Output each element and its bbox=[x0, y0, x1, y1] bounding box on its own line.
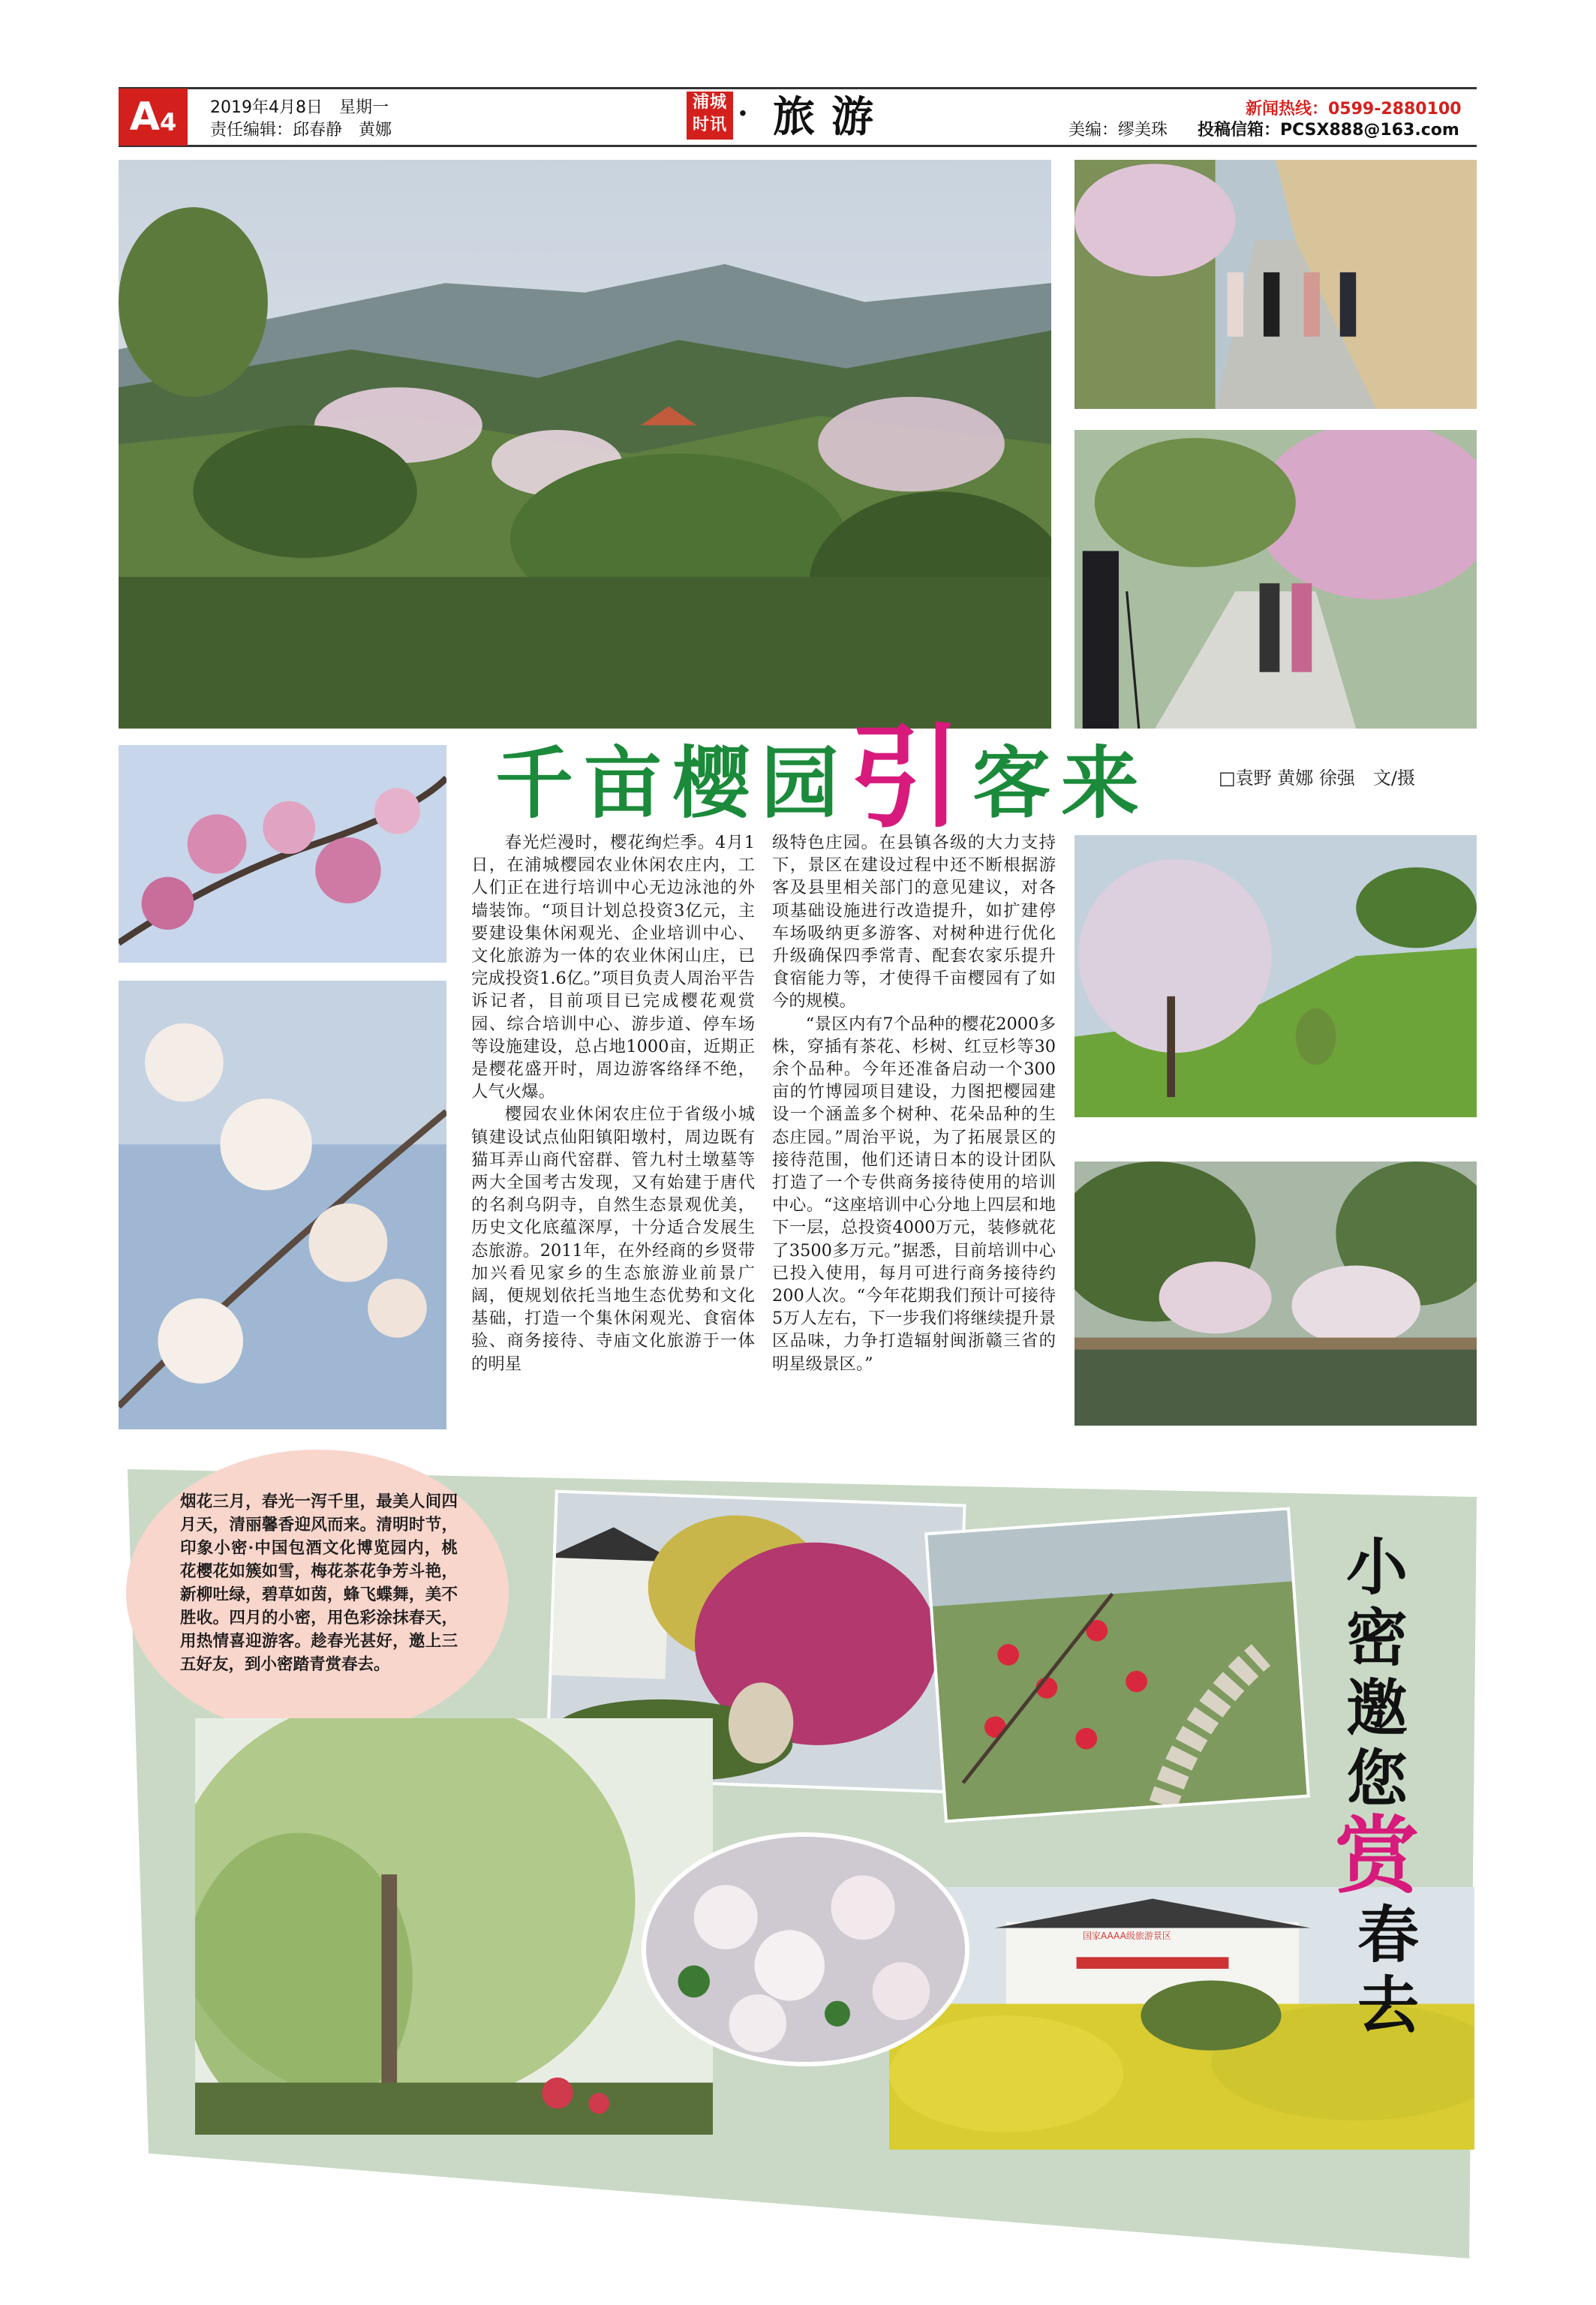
logo-dot: · bbox=[738, 96, 748, 131]
feature-intro-text: 烟花三月，春光一泻千里，最美人间四月天，清丽馨香迎风而来。清明时节，印象小密·中国包酒文化博览园内，桃花樱花如簇如雪，梅花茶花争芳斗艳，新柳吐绿，碧草如茵，蜂飞蝶舞，美不胜收。四月的小密，用色彩涂抹春天，用热情喜迎游客。趁春光甚好，邀上三五好友，到小密踏青赏春去。 bbox=[180, 1492, 458, 1674]
section-title: 旅游 bbox=[773, 93, 890, 142]
photo-cherry-blossom-closeup bbox=[642, 1832, 969, 2066]
building-sign: 国家AAAA级旅游景区 bbox=[1083, 1931, 1171, 1941]
news-hotline: 新闻热线：0599-2880100 bbox=[1246, 100, 1462, 119]
submission-email: 投稿信箱：PCSX888@163.com bbox=[1198, 121, 1459, 140]
newspaper-logo: 浦城 时讯 bbox=[687, 92, 733, 140]
photo-weeping-willow bbox=[195, 1718, 713, 2135]
article-paragraph: 级特色庄园。在县镇各级的大力支持下，景区在建设过程中还不断根据游客及县里相关部门的意见建议，对各项基础设施进行改造提升，如扩建停车场吸纳更多游客、对树种进行优化升级确保四季常青、配套农家乐提升食宿能力等，才使得千亩樱园有了如今的规模。 bbox=[772, 833, 1056, 1011]
article-paragraph: 樱园农业休闲农庄位于省级小城镇建设试点仙阳镇阳墩村，周边既有猫耳弄山商代窑群、管九村土墩墓等两大全国考古发现，又有始建于唐代的名刹乌阴寺，自然生态景观优美，历史文化底蕴深厚，十分适合发展生态旅游。2011年，在外经商的乡贤带加兴看见家乡的生态旅游业前景广阔，便规划依托当地生态优势和文化基础，打造一个集休闲观光、食宿体验、商务接待、寺庙文化旅游于一体的明星 bbox=[471, 1104, 755, 1374]
page-number-badge: A 4 bbox=[119, 89, 188, 146]
article-paragraph: 春光烂漫时，樱花绚烂季。4月1日，在浦城樱园农业休闲农庄内，工人们正在进行培训中心无边泳池的外墙装饰。“项目计划总投资3亿元，主要建设集休闲观光、企业培训中心、文化旅游为一体的农业休闲山庄，已完成投资1.6亿。”项目负责人周治平告诉记者，目前项目已完成樱花观赏园、综合培训中心、游步道、停车场等设施建设，总占地1000亩，近期正是樱花盛开时，周边游客络绎不绝，人气火爆。 bbox=[471, 833, 755, 1102]
art-editor: 美编：缪美珠 bbox=[1069, 121, 1168, 140]
article-byline: □袁野 黄娜 徐强 文/摄 bbox=[1219, 768, 1416, 789]
feature-vertical-title: 小 密 邀 您 赏 春 去 bbox=[1335, 1531, 1419, 2042]
issue-date: 2019年4月8日 星期一 bbox=[210, 98, 389, 117]
article-paragraph: “景区内有7个品种的樱花2000多株，穿插有茶花、杉树、红豆杉等30余个品种。今年还准备启动一个300亩的竹博园项目建设，力图把樱园建设一个涵盖多个树种、花朵品种的生态庄园。”周治平说，为了拓展景区的接待范围，他们还请日本的设计团队打造了一个专供商务接待使用的培训中心。“这座培训中心分地上四层和地下一层，总投资4000万元，装修就花了3500多万元。”据悉，目前培训中心已投入使用，每月可进行商务接待约200人次。“今年花期我们预计可接待5万人左右，下一步我们将继续提升景区品味，力争打造辐射闽浙赣三省的明星级景区。” bbox=[772, 1014, 1056, 1374]
responsible-editor: 责任编辑：邱春静 黄娜 bbox=[210, 121, 392, 140]
photo-red-blossoms-stepping-path bbox=[924, 1507, 1310, 1823]
article-headline: 千亩樱园引客来 bbox=[495, 713, 1150, 843]
